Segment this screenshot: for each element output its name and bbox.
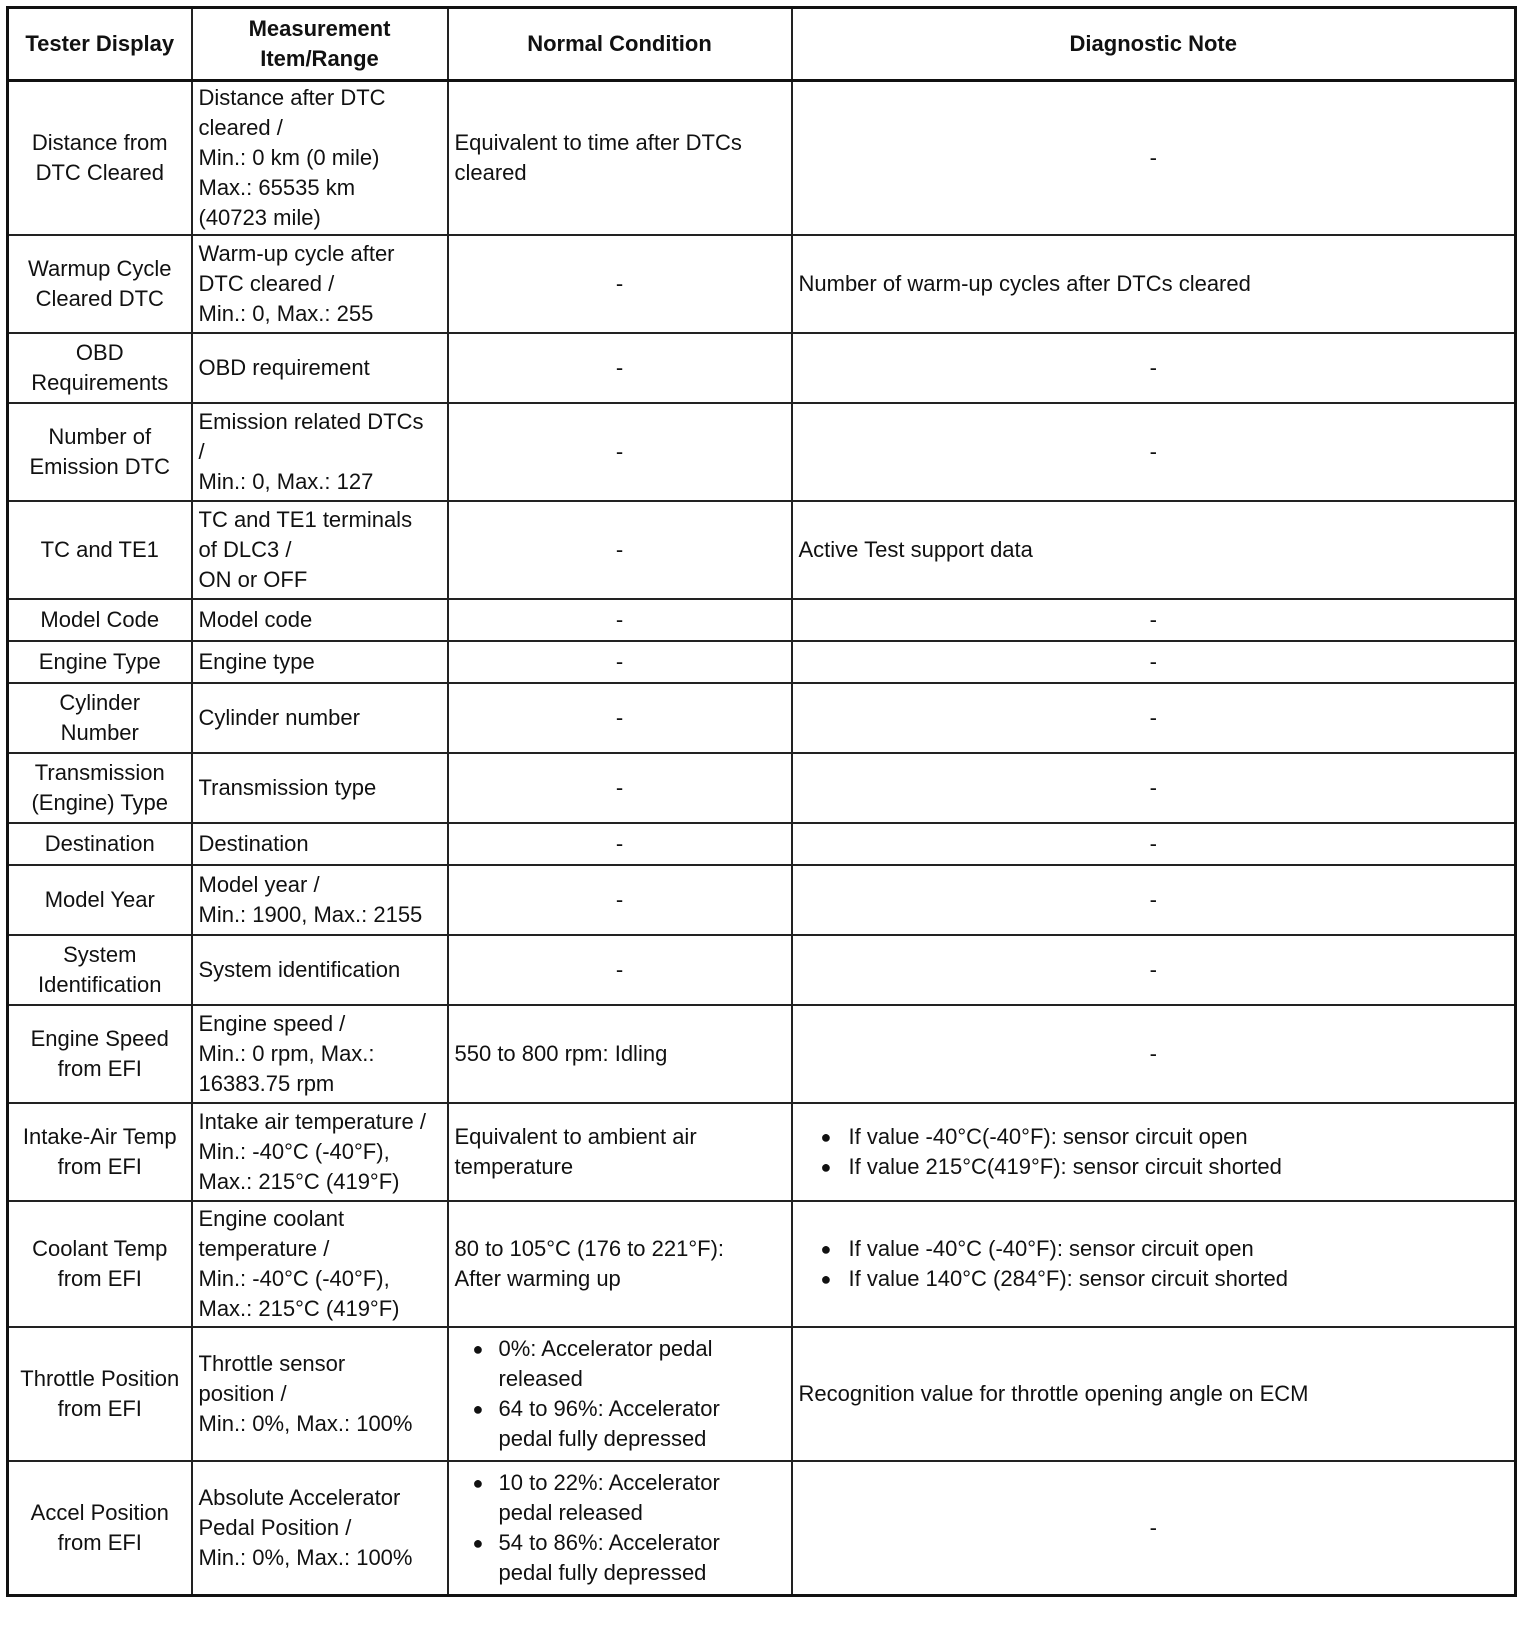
table-row [8,823,1516,865]
header-measurement: Measurement Item/Range [192,8,448,81]
cell-measurement: Destination [192,823,448,865]
cell-normal-condition: Equivalent to ambient air temperature [448,1103,792,1201]
cell-measurement: Model code [192,599,448,641]
cell-measurement: Engine type [192,641,448,683]
header-diagnostic-note: Diagnostic Note [792,8,1516,81]
cell-normal-condition [448,1461,792,1595]
cell-measurement: System identification [192,935,448,1005]
table-row [8,1461,1516,1595]
header-normal-condition: Normal Condition [448,8,792,81]
cell-diagnostic-note: - [792,1461,1516,1595]
cell-tester-display: Warmup Cycle Cleared DTC [8,235,192,333]
cell-normal-condition: - [448,403,792,501]
cell-normal-condition: - [448,823,792,865]
cell-normal-condition: 550 to 800 rpm: Idling [448,1005,792,1103]
cell-measurement: Absolute Accelerator Pedal Position / Min.: 0%, Max.: 100% [192,1461,448,1595]
cell-diagnostic-note: - [792,753,1516,823]
list-item: ● If value -40°C(-40°F): sensor circuit open [799,1122,1509,1152]
list-item: ● 54 to 86%: Accelerator pedal fully depressed [455,1528,785,1588]
table-row [8,235,1516,333]
table-row [8,641,1516,683]
data-list-table-container [6,6,1514,1597]
cell-normal-condition: Equivalent to time after DTCs cleared [448,81,792,236]
cell-measurement: Warm-up cycle after DTC cleared / Min.: 0, Max.: 255 [192,235,448,333]
cell-measurement: Emission related DTCs / Min.: 0, Max.: 127 [192,403,448,501]
cell-measurement: Throttle sensor position / Min.: 0%, Max.: 100% [192,1327,448,1461]
cell-measurement: OBD requirement [192,333,448,403]
cell-tester-display: Model Code [8,599,192,641]
cell-diagnostic-note: Number of warm-up cycles after DTCs cleared [792,235,1516,333]
diagnostic-note-list [799,1122,1509,1182]
cell-measurement: TC and TE1 terminals of DLC3 / ON or OFF [192,501,448,599]
cell-diagnostic-note: Recognition value for throttle opening angle on ECM [792,1327,1516,1461]
cell-measurement: Model year / Min.: 1900, Max.: 2155 [192,865,448,935]
cell-normal-condition: - [448,641,792,683]
cell-measurement: Cylinder number [192,683,448,753]
cell-measurement: Distance after DTC cleared / Min.: 0 km (0 mile) Max.: 65535 km (40723 mile) [192,81,448,236]
diagnostic-note-list [799,1234,1509,1294]
list-item: ● 10 to 22%: Accelerator pedal released [455,1468,785,1528]
normal-condition-list [455,1468,785,1588]
cell-tester-display: Engine Type [8,641,192,683]
cell-normal-condition: - [448,753,792,823]
list-item: ● If value -40°C (-40°F): sensor circuit open [799,1234,1509,1264]
cell-diagnostic-note: - [792,683,1516,753]
cell-normal-condition: 80 to 105°C (176 to 221°F): After warming up [448,1201,792,1327]
cell-diagnostic-note: Active Test support data [792,501,1516,599]
cell-tester-display: Number of Emission DTC [8,403,192,501]
cell-diagnostic-note: - [792,641,1516,683]
cell-tester-display: Intake-Air Temp from EFI [8,1103,192,1201]
table-row [8,1005,1516,1103]
header-tester-display: Tester Display [8,8,192,81]
cell-normal-condition: - [448,599,792,641]
cell-measurement: Intake air temperature / Min.: -40°C (-40°F), Max.: 215°C (419°F) [192,1103,448,1201]
cell-tester-display: Model Year [8,865,192,935]
table-row [8,865,1516,935]
table-row [8,683,1516,753]
cell-tester-display: Distance from DTC Cleared [8,81,192,236]
cell-diagnostic-note [792,1201,1516,1327]
cell-normal-condition: - [448,935,792,1005]
cell-diagnostic-note: - [792,865,1516,935]
cell-tester-display: OBD Requirements [8,333,192,403]
data-list-table [6,6,1517,1597]
table-row [8,403,1516,501]
cell-normal-condition [448,1327,792,1461]
cell-diagnostic-note [792,1103,1516,1201]
table-row [8,753,1516,823]
normal-condition-list [455,1334,785,1454]
table-row [8,1201,1516,1327]
cell-measurement: Transmission type [192,753,448,823]
table-row [8,935,1516,1005]
table-row [8,1327,1516,1461]
table-row [8,599,1516,641]
cell-tester-display: Accel Position from EFI [8,1461,192,1595]
cell-diagnostic-note: - [792,823,1516,865]
list-item: ● 0%: Accelerator pedal released [455,1334,785,1394]
list-item: ● 64 to 96%: Accelerator pedal fully depressed [455,1394,785,1454]
cell-diagnostic-note: - [792,333,1516,403]
cell-normal-condition: - [448,333,792,403]
table-row [8,501,1516,599]
cell-tester-display: Engine Speed from EFI [8,1005,192,1103]
list-item: ● If value 215°C(419°F): sensor circuit shorted [799,1152,1509,1182]
cell-tester-display: TC and TE1 [8,501,192,599]
cell-diagnostic-note: - [792,1005,1516,1103]
table-row [8,333,1516,403]
cell-tester-display: Throttle Position from EFI [8,1327,192,1461]
cell-tester-display: Transmission (Engine) Type [8,753,192,823]
cell-tester-display: Coolant Temp from EFI [8,1201,192,1327]
cell-diagnostic-note: - [792,935,1516,1005]
table-row [8,81,1516,236]
cell-tester-display: Destination [8,823,192,865]
cell-normal-condition: - [448,683,792,753]
header-row [8,8,1516,81]
cell-normal-condition: - [448,235,792,333]
cell-measurement: Engine coolant temperature / Min.: -40°C (-40°F), Max.: 215°C (419°F) [192,1201,448,1327]
list-item: ● If value 140°C (284°F): sensor circuit shorted [799,1264,1509,1294]
cell-normal-condition: - [448,865,792,935]
cell-diagnostic-note: - [792,81,1516,236]
cell-tester-display: Cylinder Number [8,683,192,753]
cell-diagnostic-note: - [792,599,1516,641]
cell-tester-display: System Identification [8,935,192,1005]
cell-diagnostic-note: - [792,403,1516,501]
cell-normal-condition: - [448,501,792,599]
table-row [8,1103,1516,1201]
cell-measurement: Engine speed / Min.: 0 rpm, Max.: 16383.75 rpm [192,1005,448,1103]
